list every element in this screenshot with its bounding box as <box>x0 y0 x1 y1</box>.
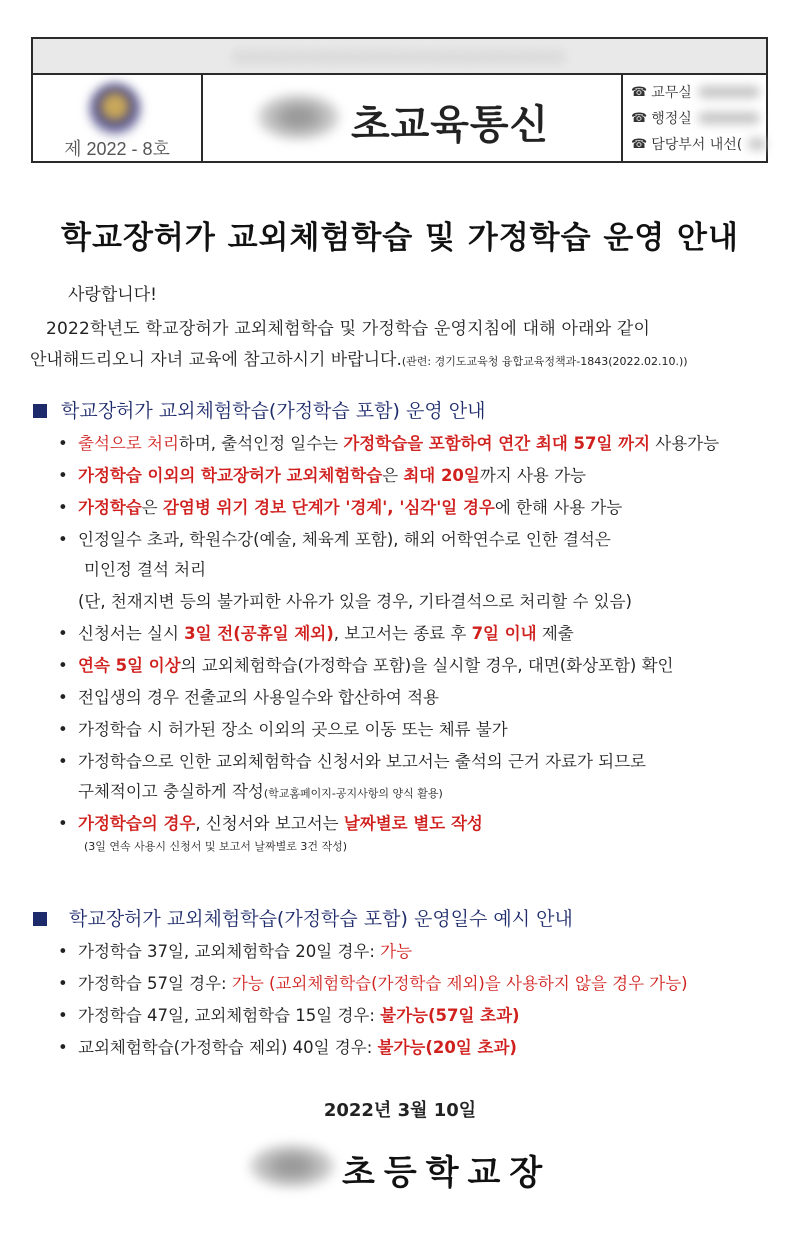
highlight-text: 가정학습 <box>78 498 142 517</box>
item-text: 은 <box>382 466 404 485</box>
contact-office <box>631 79 766 105</box>
item-continuation: 미인정 결석 처리 <box>84 560 207 579</box>
highlight-text: 가정학습의 경우 <box>78 814 196 833</box>
list-item <box>58 430 719 454</box>
result-text: 가능 <box>380 942 413 961</box>
intro-line-2 <box>30 345 688 370</box>
bullet-icon: • <box>58 656 68 675</box>
item-text: 가정학습으로 인한 교외체험학습 신청서와 보고서는 출석의 근거 자료가 되므로 <box>78 752 646 771</box>
highlight-text: 감염병 위기 경보 단계가 '경계', '심각'일 경우 <box>162 498 495 517</box>
principal-signature: 초등학교장 <box>342 1153 552 1193</box>
item-note: (학교홈페이지-공지사항의 양식 활용) <box>263 787 443 800</box>
bullet-icon: • <box>58 688 68 707</box>
list-item <box>58 620 574 644</box>
item-text: 에 한해 사용 가능 <box>494 498 623 517</box>
highlight-text: 연간 최대 57일 까지 <box>492 434 651 453</box>
item-text: 가정학습 시 허가된 장소 이외의 곳으로 이동 또는 체류 불가 <box>78 720 508 739</box>
item-text: 의 교외체험학습(가정학습 포함)을 실시할 경우, 대면(화상포함) 확인 <box>180 656 674 675</box>
item-text: 구체적이고 충실하게 작성 <box>78 782 264 801</box>
contact-label: 교무실 <box>651 85 692 101</box>
list-item <box>58 526 611 550</box>
item-note: (3일 연속 사용시 신청서 및 보고서 날짜별로 3건 작성) <box>84 840 348 853</box>
highlight-text: 최대 20일 <box>403 466 480 485</box>
contact-admin <box>631 105 766 131</box>
masthead-title-cell <box>201 73 623 161</box>
bullet-icon: • <box>58 814 68 833</box>
highlight-text: 3일 전(공휴일 제외) <box>184 624 334 643</box>
item-text: 가정학습 37일, 교외체험학습 20일 경우: <box>78 942 381 961</box>
bullet-icon: • <box>58 624 68 643</box>
item-text: 교외체험학습(가정학습 제외) 40일 경우: <box>78 1038 378 1057</box>
list-item <box>58 494 622 518</box>
bullet-icon: • <box>58 720 68 739</box>
result-text: 가능 (교외체험학습(가정학습 제외)을 사용하지 않을 경우 가능) <box>231 974 688 993</box>
item-text: 제출 <box>536 624 574 643</box>
intro-line-1: 2022학년도 학교장허가 교외체험학습 및 가정학습 운영지침에 대해 아래와 같이 <box>46 319 651 339</box>
highlight-text: 연속 5일 이상 <box>78 656 181 675</box>
bullet-icon: • <box>58 942 68 961</box>
list-item <box>58 1034 517 1058</box>
newsletter-title: 초교육통신 <box>351 102 550 148</box>
list-item <box>58 938 412 962</box>
contact-department <box>631 131 766 157</box>
document-title: 학교장허가 교외체험학습 및 가정학습 운영 안내 <box>61 220 739 256</box>
masthead-top-text: ○○○○○○○○○○○○○○○○○○○○○○ <box>233 47 566 65</box>
highlight-text: 7일 이내 <box>471 624 537 643</box>
masthead-issue-cell <box>33 73 203 161</box>
item-text: 가정학습 57일 경우: <box>78 974 232 993</box>
bullet-icon: • <box>58 974 68 993</box>
section-2-heading-text: 학교장허가 교외체험학습(가정학습 포함) 운영일수 예시 안내 <box>69 908 573 930</box>
phone-icon: ☎ <box>631 136 648 152</box>
school-name-blurred <box>256 93 341 141</box>
item-continuation <box>78 778 443 802</box>
greeting: 사랑합니다! <box>68 285 157 305</box>
highlight-text: 날짜별로 별도 작성 <box>343 814 483 833</box>
highlight-text: 가정학습을 포함하여 <box>343 434 493 453</box>
item-text: , 신청서와 보고서는 <box>195 814 344 833</box>
item-text: 인정일수 초과, 학원수강(예술, 체육계 포함), 해외 어학연수로 인한 결석은 <box>78 530 611 549</box>
contact-number-blurred <box>748 138 766 150</box>
item-text: 은 <box>141 498 163 517</box>
bullet-icon: • <box>58 530 68 549</box>
list-item <box>58 684 439 708</box>
item-text: , 보고서는 종료 후 <box>333 624 472 643</box>
bullet-icon: • <box>58 434 68 453</box>
masthead-top-line <box>33 39 766 75</box>
issue-number: 제 2022 - 8호 <box>64 139 170 159</box>
item-text: 사용가능 <box>650 434 720 453</box>
contact-number-blurred <box>698 112 760 124</box>
list-item <box>58 748 646 772</box>
result-text: 불가능(20일 초과) <box>377 1038 517 1057</box>
issue-date: 2022년 3월 10일 <box>323 1100 477 1121</box>
contact-number-blurred <box>698 86 760 98</box>
item-text: 신청서는 실시 <box>78 624 185 643</box>
result-text: 불가능(57일 초과) <box>380 1006 520 1025</box>
item-text: 까지 사용 가능 <box>479 466 586 485</box>
masthead-contacts <box>621 73 766 161</box>
contact-label: 담당부서 내선( <box>651 137 743 153</box>
list-item <box>58 970 688 994</box>
bullet-icon: • <box>58 498 68 517</box>
intro-reference: (관련: 경기도교육청 융합교육정책과-1843(2022.02.10.)) <box>401 355 688 368</box>
item-note: (단, 천재지변 등의 불가피한 사유가 있을 경우, 기타결석으로 처리할 수 있음) <box>78 592 632 611</box>
intro-text: 안내해드리오니 자녀 교육에 참고하시기 바랍니다. <box>30 350 402 370</box>
list-item <box>58 716 508 740</box>
list-item <box>58 652 674 676</box>
contact-label: 행정실 <box>651 111 692 127</box>
bullet-icon: • <box>58 1006 68 1025</box>
section-1-heading-text: 학교장허가 교외체험학습(가정학습 포함) 운영 안내 <box>61 400 486 422</box>
bullet-icon: • <box>58 1038 68 1057</box>
phone-icon: ☎ <box>631 84 648 100</box>
list-item <box>58 462 586 486</box>
bullet-icon: • <box>58 752 68 771</box>
school-emblem-icon <box>89 83 141 135</box>
phone-icon: ☎ <box>631 110 648 126</box>
square-bullet-icon <box>33 912 47 926</box>
bullet-icon: • <box>58 466 68 485</box>
section-1-heading <box>33 396 485 423</box>
item-text: 하며, 출석인정 일수는 <box>178 434 344 453</box>
list-item <box>58 1002 520 1026</box>
section-2-heading <box>33 904 573 931</box>
school-name-blurred <box>248 1143 336 1189</box>
highlight-text: 가정학습 이외의 학교장허가 교외체험학습 <box>78 466 383 485</box>
item-text: 가정학습 47일, 교외체험학습 15일 경우: <box>78 1006 381 1025</box>
square-bullet-icon <box>33 404 47 418</box>
newsletter-masthead <box>31 37 768 163</box>
item-text: 전입생의 경우 전출교의 사용일수와 합산하여 적용 <box>78 688 439 707</box>
list-item <box>58 810 483 834</box>
highlight-text: 출석으로 처리 <box>78 434 179 453</box>
